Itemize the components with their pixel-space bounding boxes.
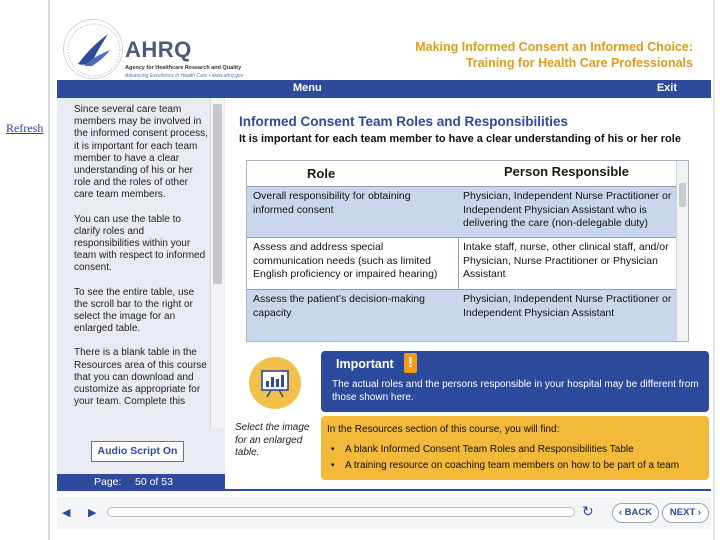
narration-panel [57,98,225,474]
player-controls [57,497,711,529]
ahrq-logo-text: AHRQ [125,37,192,62]
course-title-line1: Making Informed Consent an Informed Choice: [415,40,693,54]
exit-button[interactable]: Exit [656,82,677,94]
resources-list [331,442,679,474]
list-item: • A blank Informed Consent Team Roles and Responsibilities Table [331,442,679,458]
person-cell: Intake staff, nurse, other clinical staff, and/or Physician, Nurse Practitioner or Physician Assistant [463,241,669,280]
narration-paragraph: You can use the table to clarify roles and responsibilities within your team with respect to informed consent. [74,213,206,274]
menu-button[interactable]: Menu [293,82,322,94]
role-cell: Overall responsibility for obtaining informed consent [253,190,411,216]
column-header-person-responsible: Person Responsible [504,164,629,179]
table-scrollbar-thumb[interactable] [679,183,686,207]
play-icon[interactable]: ▶ [88,507,97,519]
roles-table [246,160,689,342]
table-scrollbar[interactable] [676,161,688,341]
important-title: Important [336,357,394,371]
important-callout [321,351,709,412]
volume-icon[interactable]: ◀ [62,507,71,519]
exclamation-icon: ! [404,353,417,373]
ahrq-agency-name: Agency for Healthcare Research and Quality [125,65,242,71]
enlarge-table-icon[interactable] [249,357,301,409]
page-number: 50 of 53 [135,476,173,488]
role-cell: Assess the patient’s decision-making capacity [253,293,425,319]
page-subtitle: It is important for each team member to have a clear understanding of his or her role [239,133,681,145]
frame-border-left [48,0,50,540]
course-header [57,15,711,80]
column-header-role: Role [307,166,336,181]
hhs-eagle-logo-icon [63,19,123,79]
back-button[interactable]: ‹ BACK [612,503,659,523]
enlarge-caption: Select the image for an enlarged table. [235,422,310,458]
narration-scrollbar[interactable] [210,98,224,428]
page-title: Informed Consent Team Roles and Responsibilities [239,114,569,129]
table-header [247,161,677,186]
important-text: The actual roles and the persons responsible in your hospital may be different from those shown here. [332,379,699,403]
role-cell: Assess and address special communication needs (such as limited English proficiency or impaired hearing) [253,241,438,280]
table-row [247,237,677,289]
page-label: Page: [94,476,122,488]
narration-scrollbar-thumb[interactable] [213,104,222,284]
refresh-link[interactable]: Refresh [6,121,44,135]
course-title [415,39,693,71]
person-cell: Physician, Independent Nurse Practitioner or Independent Physician Assistant [463,293,672,319]
narration-paragraph: There is a blank table in the Resources area of this course that you can download and customize as appropriate for your team. Complete this [74,347,207,408]
resources-callout [321,416,709,480]
table-row [247,289,677,342]
audio-script-button[interactable]: Audio Script On [91,441,184,462]
course-title-line2: Training for Health Care Professionals [465,56,693,70]
narration-text [74,104,208,424]
next-button[interactable]: NEXT › [662,503,709,523]
menu-bar [57,80,711,98]
page-indicator [57,474,225,491]
resources-intro: In the Resources section of this course, you will find: [327,424,560,435]
list-item: • A training resource on coaching team members on how to be part of a team [331,458,679,474]
table-row [247,186,677,237]
content-bottom-rule [225,489,711,491]
frame-border-right [713,0,715,540]
ahrq-tagline: Advancing Excellence in Health Care • www.ahrq.gov [125,73,244,79]
narration-paragraph: Since several care team members may be involved in the informed consent process, it is important for each team member to have a clear understanding of his or her role and the roles of other care team members. [74,104,208,201]
progress-bar[interactable] [107,507,575,517]
person-cell: Physician, Independent Nurse Practitioner or Independent Physician Assistant who is delivering the care (non-delegable duty) [463,190,672,229]
replay-icon[interactable]: ↻ [582,503,594,519]
narration-paragraph: To see the entire table, use the scroll bar to the right or select the image for an enlarged table. [74,286,195,335]
